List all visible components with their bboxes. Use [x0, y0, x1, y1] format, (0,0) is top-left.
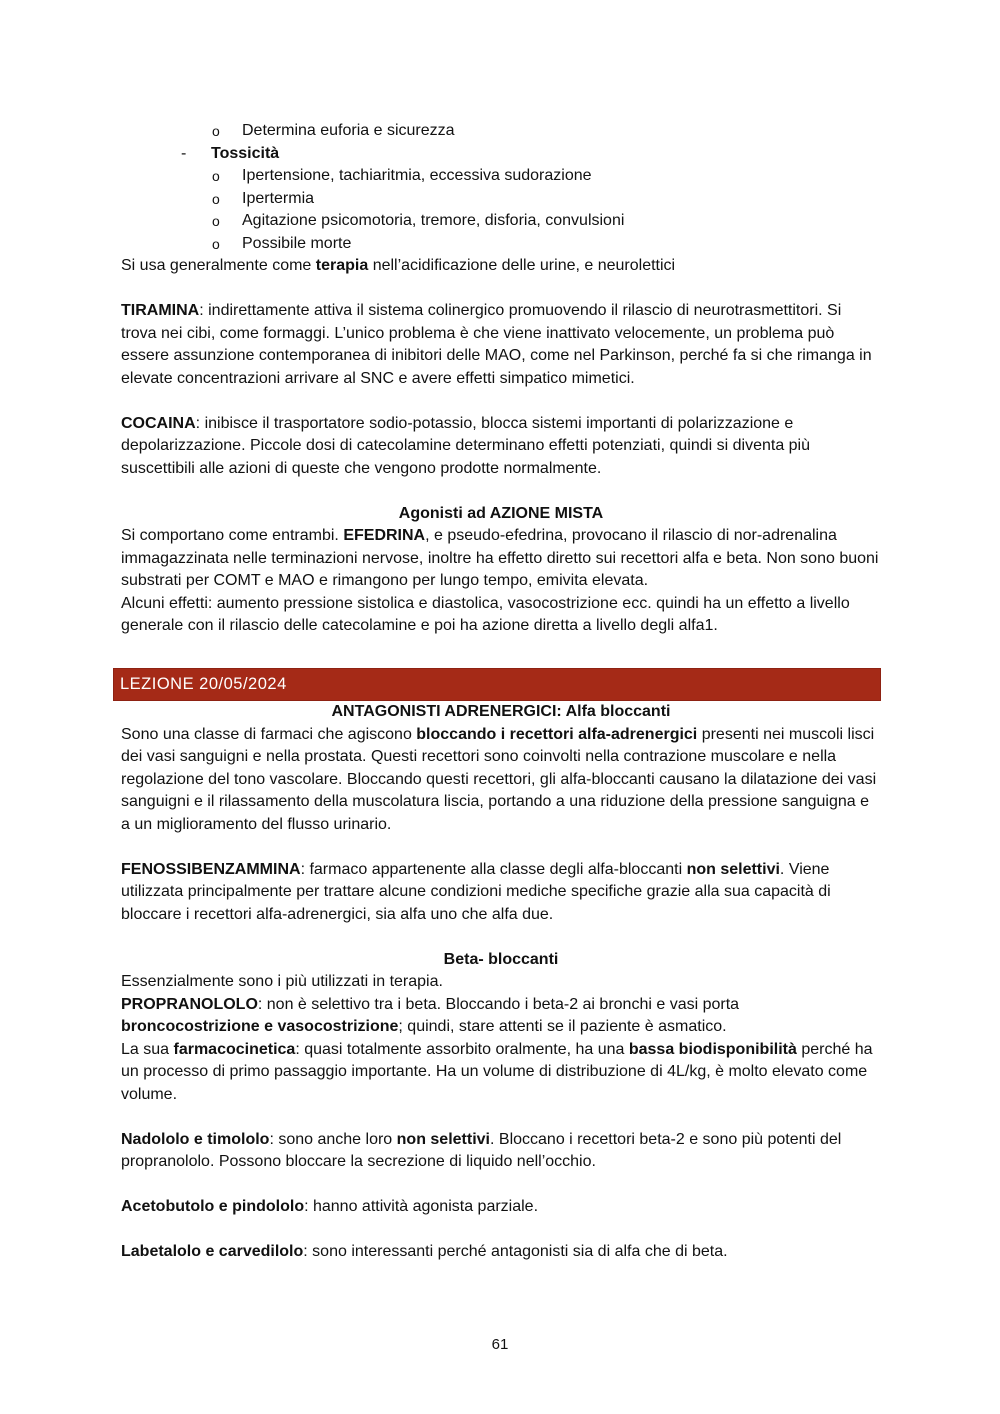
term: Labetalolo e carvedilolo [121, 1243, 304, 1260]
circle-bullet-icon: o [212, 123, 220, 139]
document-body [121, 120, 881, 1264]
circle-bullet-icon: o [212, 235, 220, 252]
cocaina-paragraph: COCAINA: inibisce il trasportatore sodio-potassio, blocca sistemi importanti di polarizzazione e depolarizzazione. Piccole dosi di catecolamine determinano effetti potenziati, quindi si diventa più suscettibili alle azioni di queste che vengono prodotte normalmente. [121, 414, 811, 477]
efedrina-paragraph: Si comportano come entrambi. EFEDRINA, e pseudo-efedrina, provocano il rilascio di nor-adrenalina immagazzinata nelle terminazioni nervose, inoltre ha effetto diretto sui recettori alfa e beta. Non sono buoni substrati per COMT e MAO e rimangono per lungo tempo, emivita elevata. [121, 527, 879, 589]
terapia-paragraph: Si usa generalmente come terapia nell’acidificazione delle urine, e neurolettici [121, 257, 676, 274]
tossicita-label: Tossicità [211, 144, 280, 162]
term: TIRAMINA [121, 302, 200, 319]
list-item: o Ipertermia [121, 188, 881, 211]
labetalolo-paragraph: Labetalolo e carvedilolo: sono interessanti perché antagonisti sia di alfa che di beta. [121, 1243, 728, 1260]
section-heading: ANTAGONISTI ADRENERGICI: Alfa bloccanti [331, 703, 671, 720]
lesson-header-bar: LEZIONE 20/05/2024 [113, 668, 881, 701]
beta-intro: Essenzialmente sono i più utilizzati in terapia. [121, 973, 443, 990]
alfa-bloccanti-paragraph: Sono una classe di farmaci che agiscono bloccando i recettori alfa-adrenergici presenti nei muscoli lisci dei vasi sanguigni e nella prostata. Questi recettori sono coinvolti nella contrazione muscolare e nella regolazione del tono vascolare. Bloccando questi recettori, gli alfa-bloccanti causano la dilatazione dei vasi sanguigni e il rilassamento della muscolatura liscia, portando a una riduzione della pressione sanguigna e a un miglioramento del flusso urinario. [121, 725, 877, 833]
list-item-tossicita [121, 143, 881, 166]
section-heading: Beta- bloccanti [443, 950, 559, 968]
list-item: o Agitazione psicomotoria, tremore, disforia, convulsioni [121, 210, 881, 233]
circle-bullet-icon: o [212, 213, 220, 229]
section-heading: Agonisti ad AZIONE MISTA [398, 504, 604, 522]
effetti-paragraph: Alcuni effetti: aumento pressione sistolica e diastolica, vasocostrizione ecc. quindi ha un effetto a livello generale con il rilascio delle catecolamine e poi ha azione diretta a livello degli alfa1. [121, 594, 850, 634]
term: PROPRANOLOLO [121, 995, 258, 1013]
page-number: 61 [491, 1336, 509, 1353]
list-item: o Ipertensione, tachiaritmia, eccessiva sudorazione [121, 165, 881, 188]
circle-bullet-icon: o [212, 168, 220, 184]
nadololo-paragraph: Nadololo e timololo: sono anche loro non selettivi. Bloccano i recettori beta-2 e sono più potenti del propranololo. Possono bloccare la secrezione di liquido nell’occhio. [121, 1130, 842, 1170]
propranololo-paragraph: PROPRANOLOLO: non è selettivo tra i beta. Bloccando i beta-2 ai bronchi e vasi porta broncocostrizione e vasocostrizione; quindi, stare attenti se il paziente è asmatico. [121, 995, 740, 1035]
list-item: o Possibile morte [121, 233, 881, 256]
acetobutolo-paragraph: Acetobutolo e pindololo: hanno attività agonista parziale. [121, 1198, 539, 1215]
farmacocinetica-paragraph: La sua farmacocinetica: quasi totalmente assorbito oralmente, ha una bassa biodisponibilità perché ha un processo di primo passaggio importante. Ha un volume di distribuzione di 4L/kg, è molto elevato come volume. [121, 1040, 873, 1103]
term: COCAINA [121, 414, 196, 432]
dash-bullet-icon: - [181, 144, 187, 162]
tiramina-paragraph: TIRAMINA: indirettamente attiva il sistema colinergico promuovendo il rilascio di neurotrasmettitori. Si trova nei cibi, come formaggi. L’unico problema è che viene inattivato velocemente, un problema può essere assunzione contemporanea di inibitori delle MAO, come nel Parkinson, perché fa si che rimanga in elevate concentrazioni arrivare al SNC e avere effetti simpatico mimetici. [121, 302, 872, 387]
term: Acetobutolo e pindololo [121, 1198, 305, 1215]
term: Nadololo e timololo [121, 1130, 270, 1148]
fenossibenzammina-paragraph: FENOSSIBENZAMMINA: farmaco appartenente alla classe degli alfa-bloccanti non selettivi. Viene utilizzata principalmente per trattare alcune condizioni mediche specifiche grazie alla sua capacità di bloccare i recettori alfa-adrenergici, sia alfa uno che alfa due. [121, 860, 831, 923]
circle-bullet-icon: o [212, 190, 220, 207]
term: FENOSSIBENZAMMINA [121, 860, 301, 878]
list-item: o Determina euforia e sicurezza [121, 120, 881, 143]
